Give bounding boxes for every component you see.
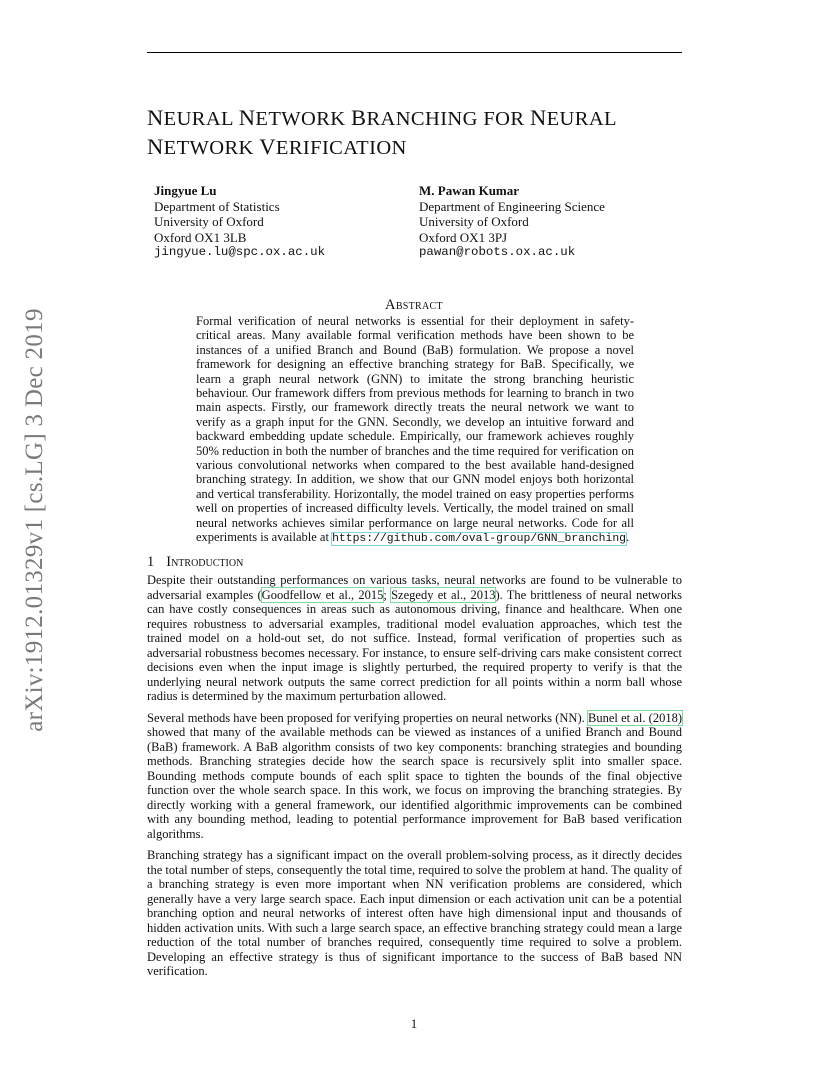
paper-title bbox=[147, 104, 682, 162]
body-text bbox=[147, 573, 682, 986]
author-department: Department of Statistics bbox=[154, 198, 280, 214]
arxiv-sidebar bbox=[20, 290, 50, 750]
title-line-1: NEURAL NETWORK BRANCHING FOR NEURAL bbox=[147, 105, 617, 130]
title-line-2: NETWORK VERIFICATION bbox=[147, 134, 407, 159]
paragraph: Several methods have been proposed for verifying properties on neural networks (NN). Bunel et al. (2018) showed that many of the available methods can be viewed as instances of a unified Branch and Bound (BaB) framework. A BaB algorithm consists of two key components: branching strategies and bounding methods. Branching strategies decide how the search space is recursively split into smaller space. Bounding methods compute bounds of each split space to tighten the bounds of the final objective function over the whole search space. In this work, we focus on improving the branching strategies. By directly working with a general framework, our identified algorithmic improvements can be combined with any bounding method, leading to potential performance improvement for BaB based verification algorithms. bbox=[147, 710, 683, 841]
section-heading bbox=[147, 554, 243, 571]
author-email[interactable]: pawan@robots.ox.ac.uk bbox=[419, 245, 576, 259]
arxiv-identifier: arXiv:1912.01329v1 [cs.LG] 3 Dec 2019 bbox=[21, 308, 48, 732]
author-block-1 bbox=[154, 183, 325, 261]
author-address: Oxford OX1 3LB bbox=[154, 229, 247, 245]
author-name: M. Pawan Kumar bbox=[419, 183, 520, 198]
abstract-end: . bbox=[626, 530, 630, 545]
author-university: University of Oxford bbox=[154, 214, 264, 229]
section-number: 1 bbox=[147, 554, 155, 570]
top-rule bbox=[147, 52, 682, 53]
page-number: 1 bbox=[410, 1016, 418, 1031]
author-name: Jingyue Lu bbox=[154, 183, 217, 198]
code-url-link[interactable]: https://github.com/oval-group/GNN_branching bbox=[332, 533, 626, 546]
citation-link[interactable]: Szegedy et al., 2013 bbox=[391, 587, 496, 602]
abstract-body bbox=[196, 314, 634, 547]
abstract-heading: Abstract bbox=[385, 297, 443, 313]
author-department: Department of Engineering Science bbox=[419, 198, 605, 214]
author-email[interactable]: jingyue.lu@spc.ox.ac.uk bbox=[154, 245, 326, 259]
abstract-text: Formal verification of neural networks is essential for their deployment in safety-critical areas. Many available formal verification methods have been shown to be instances of a unified Branch and Bound (BaB) formulation. We propose a novel framework for designing an effective branching strategy for BaB. Specifically, we learn a graph neural network (GNN) to imitate the strong branching heuristic behaviour. Our framework differs from previous methods for learning to branch in two main aspects. Firstly, our framework directly treats the neural network we want to verify as a graph input for the GNN. Secondly, we develop an intuitive forward and backward embedding update schedule. Empirically, our framework achieves roughly 50% reduction in both the number of branches and the time required for verification on various convolutional networks when compared to the best available hand-designed branching strategy. In addition, we show that our GNN model enjoys both horizontal and vertical transferability. Horizontally, the model trained on easy properties performs well on properties of increased difficulty levels. Vertically, the model trained on small neural networks achieves similar performance on large neural networks. Code for all experiments is available at bbox=[196, 314, 634, 545]
section-title: Introduction bbox=[166, 554, 244, 570]
paragraph: Despite their outstanding performances on various tasks, neural networks are found to be vulnerable to adversarial examples (Goodfellow et al., 2015; Szegedy et al., 2013). The brittleness of neural networks can have costly consequences in areas such as autonomous driving, finance and healthcare. When one requires robustness to adversarial examples, traditional model evaluation approaches, which test the trained model on a hold-out set, do not suffice. Instead, formal verification of properties such as adversarial robustness becomes necessary. For instance, to ensure self-driving cars make consistent correct decisions even when the input image is slightly perturbed, the required property to verify is that the underlying neural network outputs the same correct prediction for all points within a norm ball whose radius is determined by the maximum perturbation allowed. bbox=[147, 573, 682, 703]
citation-link[interactable]: Bunel et al. (2018) bbox=[587, 710, 683, 725]
citation-link[interactable]: Goodfellow et al., 2015 bbox=[261, 587, 384, 602]
author-block-2 bbox=[419, 183, 605, 261]
author-address: Oxford OX1 3PJ bbox=[419, 229, 508, 245]
author-university: University of Oxford bbox=[419, 214, 529, 229]
paragraph: Branching strategy has a significant impact on the overall problem-solving process, as it directly decides the total number of steps, consequently the total time, required to solve the problem at hand. The quality of a branching strategy is even more important when NN verification problems are considered, which generally have a very large search space. Each input dimension or each activation unit can be a potential branching option and neural networks of interest often have high dimensional input and thousands of hidden activation units. With such a large search space, an effective branching strategy could mean a large reduction of the total number of branches required, consequently time required to solve a problem. Developing an effective strategy is thus of significant importance to the success of BaB based NN verification. bbox=[147, 848, 682, 978]
